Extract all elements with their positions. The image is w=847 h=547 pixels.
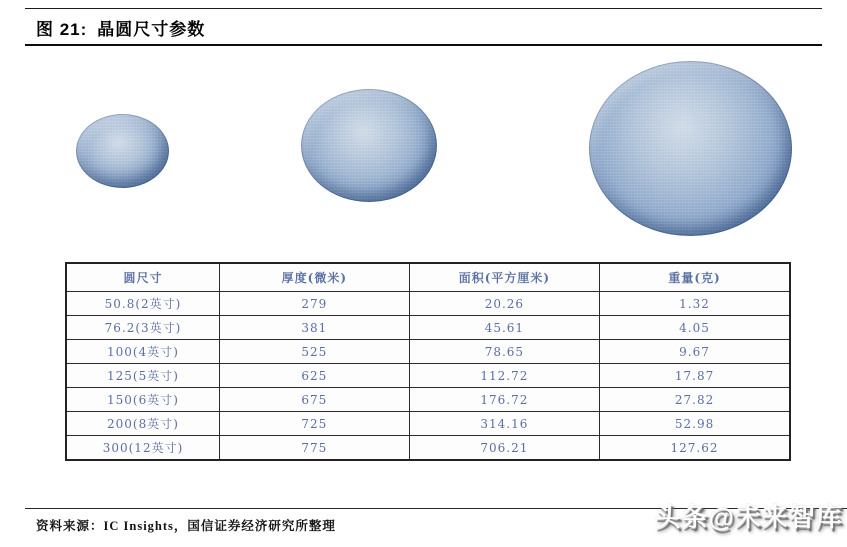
source-attribution: 资料来源：IC Insights，国信证券经济研究所整理 <box>36 519 336 533</box>
cell-size: 50.8(2英寸) <box>66 292 219 316</box>
col-header-area: 面积(平方厘米) <box>409 263 599 292</box>
cell-weight: 52.98 <box>600 412 790 436</box>
col-header-weight: 重量(克) <box>600 263 790 292</box>
title-divider <box>25 44 822 46</box>
cell-area: 20.26 <box>409 292 599 316</box>
table-row <box>66 292 790 316</box>
wafer-medium-illustration <box>301 89 437 202</box>
cell-thickness: 775 <box>219 436 409 461</box>
top-divider <box>25 8 822 9</box>
cell-size: 300(12英寸) <box>66 436 219 461</box>
wafer-large-illustration <box>589 61 792 236</box>
cell-thickness: 675 <box>219 388 409 412</box>
cell-thickness: 381 <box>219 316 409 340</box>
cell-area: 45.61 <box>409 316 599 340</box>
cell-area: 112.72 <box>409 364 599 388</box>
watermark-text: 头条@未来智库 <box>654 502 843 532</box>
table-row <box>66 316 790 340</box>
table-row <box>66 412 790 436</box>
cell-weight: 1.32 <box>600 292 790 316</box>
table-row <box>66 364 790 388</box>
cell-thickness: 625 <box>219 364 409 388</box>
cell-weight: 4.05 <box>600 316 790 340</box>
col-header-thickness: 厚度(微米) <box>219 263 409 292</box>
cell-thickness: 525 <box>219 340 409 364</box>
cell-area: 78.65 <box>409 340 599 364</box>
cell-weight: 27.82 <box>600 388 790 412</box>
cell-area: 706.21 <box>409 436 599 461</box>
wafer-small-illustration <box>76 114 169 188</box>
cell-weight: 127.62 <box>600 436 790 461</box>
cell-size: 125(5英寸) <box>66 364 219 388</box>
cell-size: 100(4英寸) <box>66 340 219 364</box>
cell-area: 314.16 <box>409 412 599 436</box>
cell-size: 200(8英寸) <box>66 412 219 436</box>
table-row <box>66 340 790 364</box>
cell-thickness: 279 <box>219 292 409 316</box>
cell-thickness: 725 <box>219 412 409 436</box>
figure-title-text: 晶圆尺寸参数 <box>97 20 206 39</box>
wafer-parameters-table <box>65 262 791 461</box>
cell-size: 150(6英寸) <box>66 388 219 412</box>
cell-size: 76.2(3英寸) <box>66 316 219 340</box>
table-row <box>66 436 790 461</box>
cell-weight: 17.87 <box>600 364 790 388</box>
figure-title <box>36 15 205 40</box>
cell-weight: 9.67 <box>600 340 790 364</box>
figure-label: 图 21: <box>36 20 88 39</box>
table-row <box>66 388 790 412</box>
table-header-row <box>66 263 790 292</box>
cell-area: 176.72 <box>409 388 599 412</box>
col-header-size: 圆尺寸 <box>66 263 219 292</box>
